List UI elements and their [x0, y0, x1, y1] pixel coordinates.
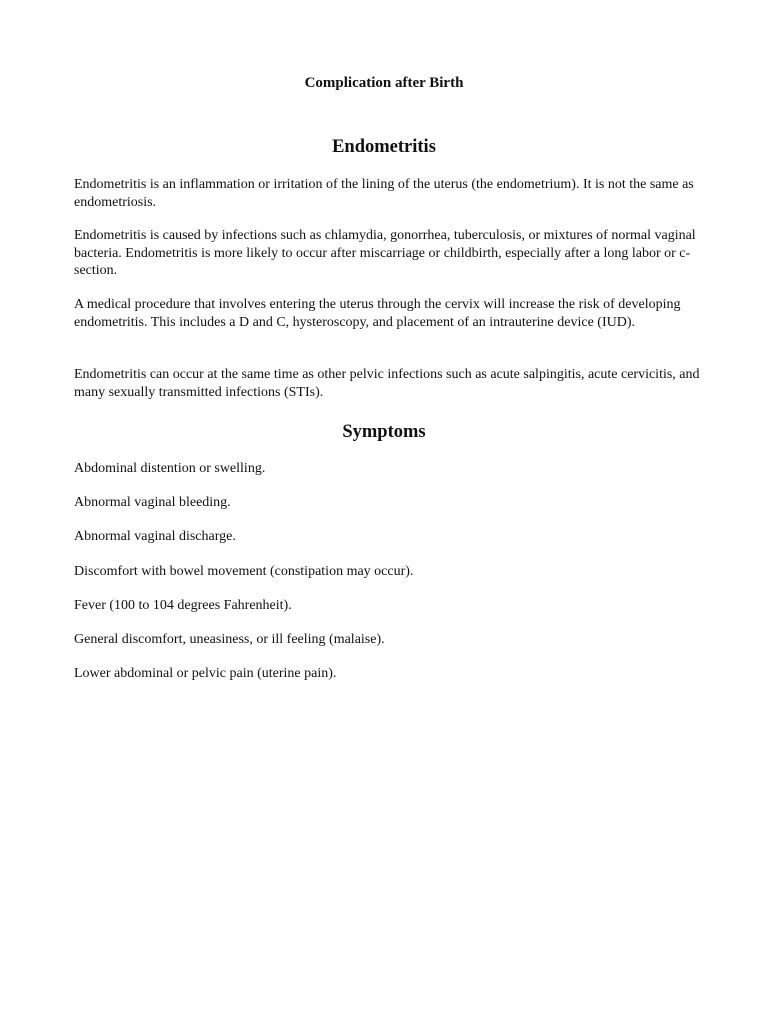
symptom-item: Lower abdominal or pelvic pain (uterine pain). — [74, 666, 337, 681]
section-heading-symptoms: Symptoms — [342, 422, 426, 442]
document-title: Complication after Birth — [304, 75, 464, 91]
symptom-item: Abdominal distention or swelling. — [74, 461, 266, 476]
section-heading-endometritis: Endometritis — [332, 137, 436, 157]
paragraph: Endometritis is an inflammation or irritation of the lining of the uterus (the endometrium). It is not the same as endometriosis. — [74, 177, 694, 210]
symptom-item: Discomfort with bowel movement (constipation may occur). — [74, 564, 414, 579]
symptom-item: Abnormal vaginal discharge. — [74, 529, 236, 544]
paragraph: Endometritis is caused by infections such as chlamydia, gonorrhea, tuberculosis, or mixtures of normal vaginal bacteria. Endometritis is more likely to occur after miscarriage or childbirth, especially after a long labor or c-section. — [74, 228, 696, 278]
paragraph: Endometritis can occur at the same time as other pelvic infections such as acute salpingitis, acute cervicitis, and many sexually transmitted infections (STIs). — [74, 367, 700, 400]
symptom-item: Fever (100 to 104 degrees Fahrenheit). — [74, 598, 292, 613]
symptom-item: General discomfort, uneasiness, or ill feeling (malaise). — [74, 632, 385, 647]
paragraph: A medical procedure that involves entering the uterus through the cervix will increase the risk of developing endometritis. This includes a D and C, hysteroscopy, and placement of an intrauterine device (IUD). — [74, 297, 681, 330]
symptom-item: Abnormal vaginal bleeding. — [74, 495, 231, 510]
